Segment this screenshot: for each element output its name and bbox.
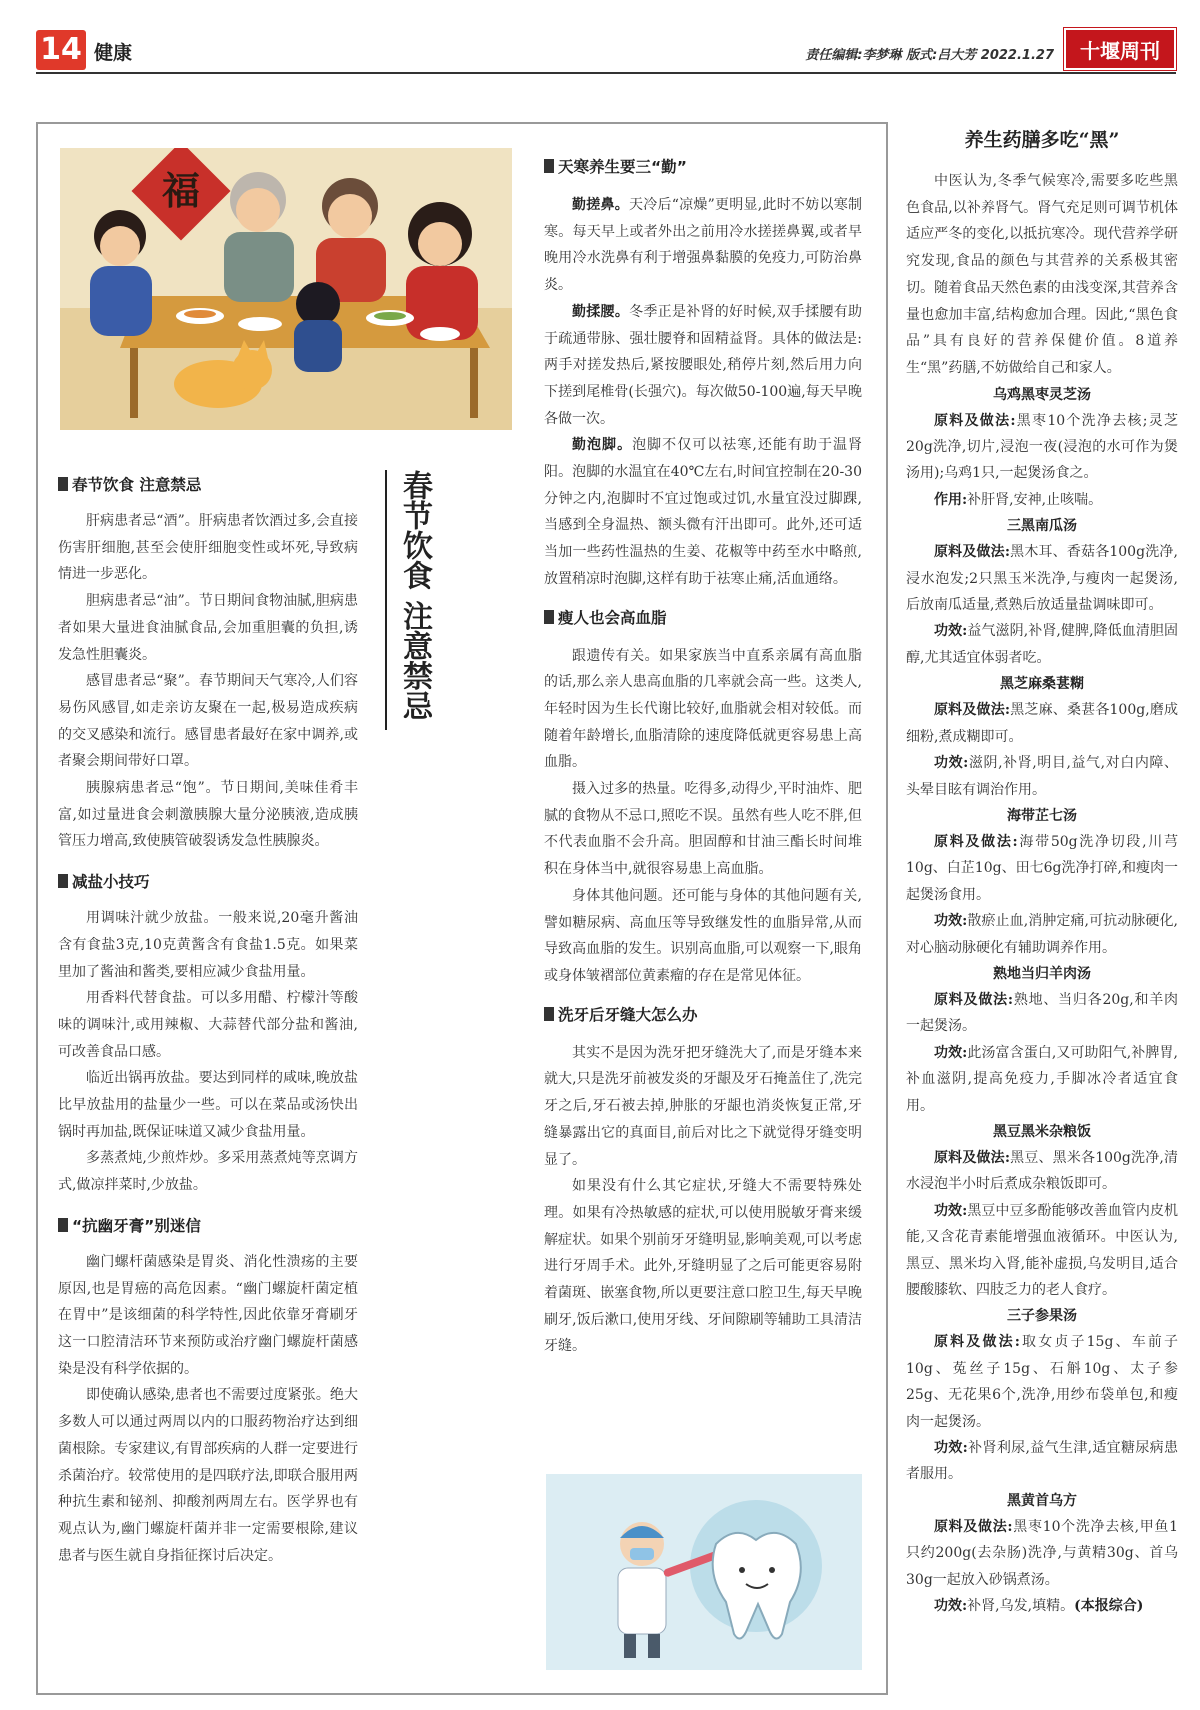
- recipe-effect: [906, 487, 1178, 513]
- section-heading: 洗牙后牙缝大怎么办: [544, 1002, 862, 1028]
- ingredients-label: 原料及做法:: [934, 833, 1018, 850]
- family-dinner-illustration: [60, 148, 512, 430]
- paragraph: 临近出锅再放盐。要达到同样的咸味,晚放盐比早放盐用的盐量少一些。可以在菜品或汤快出锅时再加盐,既保证味道又减少食盐用量。: [58, 1070, 358, 1140]
- ingredients-text: 黑枣10个洗净去核,甲鱼1只约200g(去杂肠)洗净,与黄精30g、首乌30g一起放入砂锅煮汤。: [906, 1518, 1179, 1588]
- ingredients-label: 原料及做法:: [934, 1334, 1020, 1351]
- section-heading: 减盐小技巧: [58, 869, 358, 895]
- family-dinner-drawing: [60, 148, 512, 430]
- effect-label: 功效:: [934, 623, 968, 640]
- paragraph: 如果没有什么其它症状,牙缝大不需要特殊处理。如果有冷热敏感的症状,可以使用脱敏牙膏来缓解症状。如果个别前牙牙缝明显,影响美观,可以考虑进行牙周手术。此外,牙缝明显了之后可能更容易附着菌斑、嵌塞食物,所以更要注意口腔卫生,每天早晚刷牙,饭后漱口,使用牙线、牙间隙刷等辅助工具清洁牙缝。: [544, 1178, 862, 1355]
- recipe-title: 黑豆黑米杂粮饭: [993, 1123, 1091, 1140]
- column-middle: [544, 154, 862, 1360]
- section-heading: 瘦人也会高血脂: [544, 605, 862, 631]
- recipe-title: 熟地当归羊肉汤: [993, 965, 1091, 982]
- ingredients-label: 原料及做法:: [934, 544, 1011, 561]
- recipe-ingredients: [906, 408, 1178, 487]
- section-name: 健康: [94, 42, 133, 64]
- recipe-title: 黑黄首乌方: [1007, 1492, 1077, 1509]
- paragraph: 摄入过多的热量。吃得多,动得少,平时油炸、肥腻的食物从不忌口,照吃不误。虽然有些人吃不胖,但不代表血脂不会升高。胆固醇和甘油三酯长时间堆积在身体当中,就很容易患上高血脂。: [544, 781, 862, 878]
- effect-text: 黑豆中豆多酚能够改善血管内皮机能,又含花青素能增强血液循环。中医认为,黑豆、黑米均入肾,能补虚损,乌发明目,适合腰酸膝软、四肢乏力的老人食疗。: [906, 1202, 1178, 1298]
- editor-credits: 责任编辑:李梦琳 版式:吕大芳 2022.1.27: [805, 48, 1054, 63]
- recipe-effect: [906, 1040, 1178, 1119]
- ingredients-text: 黑芝麻、桑葚各100g,磨成细粉,煮成糊即可。: [906, 702, 1179, 745]
- paragraph: 多蒸煮炖,少煎炸炒。多采用蒸煮炖等烹调方式,做凉拌菜时,少放盐。: [58, 1150, 358, 1194]
- paragraph: 用香料代替食盐。可以多用醋、柠檬汁等酸味的调味汁,或用辣椒、大蒜替代部分盐和酱油,可改善食品口感。: [58, 990, 358, 1060]
- recipe-effect: [906, 1593, 1178, 1619]
- feature-vertical-title: [385, 470, 432, 730]
- source-note: (本报综合): [1074, 1598, 1144, 1615]
- ingredients-label: 原料及做法:: [934, 412, 1016, 429]
- effect-text: 益气滋阴,补肾,健脾,降低血清胆固醇,尤其适宜体弱者吃。: [906, 623, 1178, 666]
- recipe-ingredients: [906, 1514, 1178, 1593]
- recipe-ingredients: [906, 1145, 1178, 1198]
- effect-label: 功效:: [934, 1202, 968, 1219]
- ingredients-label: 原料及做法:: [934, 1518, 1013, 1535]
- recipe-ingredients: [906, 539, 1178, 618]
- ingredients-label: 原料及做法:: [934, 1149, 1011, 1166]
- effect-text: 滋阴,补肾,明目,益气,对白内障、头晕目眩有调治作用。: [906, 755, 1178, 798]
- paragraph: 胆病患者忌“油”。节日期间食物油腻,胆病患者如果大量进食油腻食品,会加重胆囊的负担,诱发急性胆囊炎。: [58, 593, 358, 663]
- paragraph: [544, 192, 862, 299]
- page-number: 14: [36, 30, 86, 70]
- recipe-title: 乌鸡黑枣灵芝汤: [993, 386, 1091, 403]
- paragraph: 身体其他问题。还可能与身体的其他问题有关,譬如糖尿病、高血压等导致继发性的血脂异常,从而导致高血脂的发生。识别高血脂,可以观察一下,眼角或身体皱褶部位黄素瘤的存在是常见体征。: [544, 887, 862, 984]
- recipe-effect: [906, 1198, 1178, 1304]
- column-left: [58, 472, 358, 1569]
- ingredients-text: 海带50g洗净切段,川芎10g、白芷10g、田七6g洗净打碎,和瘦肉一起煲汤食用。: [906, 833, 1178, 903]
- masthead-logo: 十堰周刊: [1064, 28, 1176, 70]
- recipe-effect: [906, 908, 1178, 961]
- paragraph: 胰腺病患者忌“饱”。节日期间,美味佳肴丰富,如过量进食会刺激胰腺大量分泌胰液,造成胰管压力增高,致使胰管破裂诱发急性胰腺炎。: [58, 780, 358, 850]
- recipe-title: 三黑南瓜汤: [1007, 518, 1077, 535]
- column-right: [906, 124, 1178, 1619]
- fu-character: 福: [161, 168, 201, 213]
- paragraph: 用调味汁就少放盐。一般来说,20毫升酱油含有食盐3克,10克黄酱含有食盐1.5克。如果菜里加了酱油和酱类,要相应减少食盐用量。: [58, 910, 358, 980]
- effect-label: 功效:: [934, 913, 968, 930]
- recipe-effect: [906, 618, 1178, 671]
- column-title: 养生药膳多吃“黑”: [964, 129, 1120, 151]
- section-heading: 天寒养生要三“勤”: [544, 154, 862, 180]
- paragraph-lead: 勤搓鼻。: [572, 197, 629, 213]
- recipe-ingredients: [906, 1329, 1178, 1435]
- effect-label: 作用:: [934, 491, 968, 508]
- effect-label: 功效:: [934, 1440, 968, 1457]
- intro-paragraph: 中医认为,冬季气候寒冷,需要多吃些黑色食品,以补养肾气。肾气充足则可调节机体适应严冬的变化,以抵抗寒冷。现代营养学研究发现,食品的颜色与其营养的关系极其密切。随着食品天然色素的由浅变深,其营养含量也愈加丰富,结构愈加合理。因此,“黑色食品”具有良好的营养保健价值。8道养生“黑”药膳,不妨做给自己和家人。: [906, 173, 1178, 376]
- recipe-effect: [906, 750, 1178, 803]
- dental-care-illustration: [546, 1474, 862, 1670]
- effect-text: 补肾利尿,益气生津,适宜糖尿病患者服用。: [906, 1440, 1178, 1483]
- recipe-ingredients: [906, 829, 1178, 908]
- ingredients-text: 黑豆、黑米各100g洗净,清水浸泡半小时后煮成杂粮饭即可。: [906, 1149, 1178, 1193]
- effect-label: 功效:: [934, 1598, 968, 1615]
- ingredients-label: 原料及做法:: [934, 702, 1011, 719]
- ingredients-text: 取女贞子15g、车前子10g、菟丝子15g、石斛10g、太子参25g、无花果6个,洗净,用纱布袋单包,和瘦肉一起煲汤。: [906, 1334, 1178, 1430]
- paragraph-body: 泡脚不仅可以祛寒,还能有助于温肾阳。泡脚的水温宜在40℃左右,时间宜控制在20-30分钟之内,泡脚时不宜过饱或过饥,水量宜没过脚踝,当感到全身温热、额头微有汗出即可。此外,还可适当加一些药性温热的生姜、花椒等中药至水中略煎,放置稍凉时泡脚,这样有助于祛寒止痛,活血通络。: [544, 437, 863, 587]
- paragraph: 其实不是因为洗牙把牙缝洗大了,而是牙缝本来就大,只是洗牙前被发炎的牙龈及牙石掩盖住了,洗完牙之后,牙石被去掉,肿胀的牙龈也消炎恢复正常,牙缝暴露出它的真面目,前后对比之下就觉得牙缝变明显了。: [544, 1044, 862, 1168]
- recipe-title: 海带芷七汤: [1007, 807, 1077, 824]
- page-header: [36, 28, 1176, 74]
- paragraph: 即使确认感染,患者也不需要过度紧张。绝大多数人可以通过两周以内的口服药物治疗达到细菌根除。专家建议,有胃部疾病的人群一定要进行杀菌治疗。较常使用的是四联疗法,即联合服用两种抗生素和铋剂、抑酸剂两周左右。医学界也有观点认为,幽门螺旋杆菌并非一定需要根除,建议患者与医生就自身指征探讨后决定。: [58, 1387, 358, 1564]
- paragraph-body: 天冷后“凉燥”更明显,此时不妨以寒制寒。每天早上或者外出之前用冷水搓搓鼻翼,或者早晚用冷水洗鼻有利于增强鼻黏膜的免疫力,可防治鼻炎。: [544, 197, 863, 294]
- ingredients-text: 熟地、当归各20g,和羊肉一起煲汤。: [906, 991, 1179, 1035]
- paragraph-lead: 勤揉腰。: [572, 303, 630, 320]
- section-heading: “抗幽牙膏”别迷信: [58, 1213, 358, 1239]
- effect-text: 此汤富含蛋白,又可助阳气,补脾胃,补血滋阴,提高免疫力,手脚冰冷者适宜食用。: [906, 1044, 1178, 1114]
- recipe-ingredients: [906, 987, 1178, 1040]
- ingredients-label: 原料及做法:: [934, 991, 1014, 1008]
- paragraph-lead: 勤泡脚。: [572, 437, 633, 454]
- section-heading: 春节饮食 注意禁忌: [58, 472, 358, 498]
- recipe-title: 黑芝麻桑葚糊: [1000, 676, 1084, 693]
- paragraph: 肝病患者忌“酒”。肝病患者饮酒过多,会直接伤害肝细胞,甚至会使肝细胞变性或坏死,导致病情进一步恶化。: [58, 513, 358, 583]
- ingredients-text: 黑木耳、香菇各100g洗净,浸水泡发;2只黑玉米洗净,与瘦肉一起煲汤,后放南瓜适量,煮熟后放适量盐调味即可。: [906, 544, 1178, 614]
- effect-label: 功效:: [934, 755, 969, 772]
- paragraph: 幽门螺杆菌感染是胃炎、消化性溃疡的主要原因,也是胃癌的高危因素。“幽门螺旋杆菌定植在胃中”是该细菌的科学特性,因此依靠牙膏刷牙这一口腔清洁环节来预防或治疗幽门螺旋杆菌感染是没有科学依据的。: [58, 1253, 358, 1377]
- paragraph: 跟遗传有关。如果家族当中直系亲属有高血脂的话,那么亲人患高血脂的几率就会高一些。这类人,年轻时因为生长代谢比较好,血脂就会相对较低。而随着年龄增长,血脂清除的速度降低就更容易患上高血脂。: [544, 647, 862, 771]
- paragraph: [544, 432, 862, 592]
- recipe-effect: [906, 1435, 1178, 1488]
- effect-text: 补肾,乌发,填精。: [967, 1598, 1075, 1615]
- feature-title-text: 春节饮食 注意禁忌: [397, 470, 432, 721]
- effect-text: 散瘀止血,消肿定痛,可抗动脉硬化,对心脑动脉硬化有辅助调养作用。: [906, 913, 1178, 956]
- ingredients-text: 黑枣10个洗净去核;灵芝20g洗净,切片,浸泡一夜(浸泡的水可作为煲汤用);乌鸡1只,一起煲汤食之。: [906, 412, 1179, 482]
- recipe-ingredients: [906, 697, 1178, 750]
- paragraph: 感冒患者忌“聚”。春节期间天气寒冷,人们容易伤风感冒,如走亲访友聚在一起,极易造成疾病的交叉感染和流行。感冒患者最好在家中调养,或者聚会期间带好口罩。: [58, 673, 358, 770]
- effect-label: 功效:: [934, 1044, 968, 1061]
- dental-care-drawing: [546, 1474, 862, 1670]
- effect-text: 补肝肾,安神,止咳喘。: [967, 491, 1103, 508]
- paragraph-body: 冬季正是补肾的好时候,双手揉腰有助于疏通带脉、强壮腰脊和固精益肾。具体的做法是:两手对搓发热后,紧按腰眼处,稍停片刻,然后用力向下搓到尾椎骨(长强穴)。每次做50-100遍,每天早晚各做一次。: [544, 303, 862, 427]
- paragraph: [544, 299, 862, 433]
- recipe-title: 三子参果汤: [1007, 1308, 1077, 1325]
